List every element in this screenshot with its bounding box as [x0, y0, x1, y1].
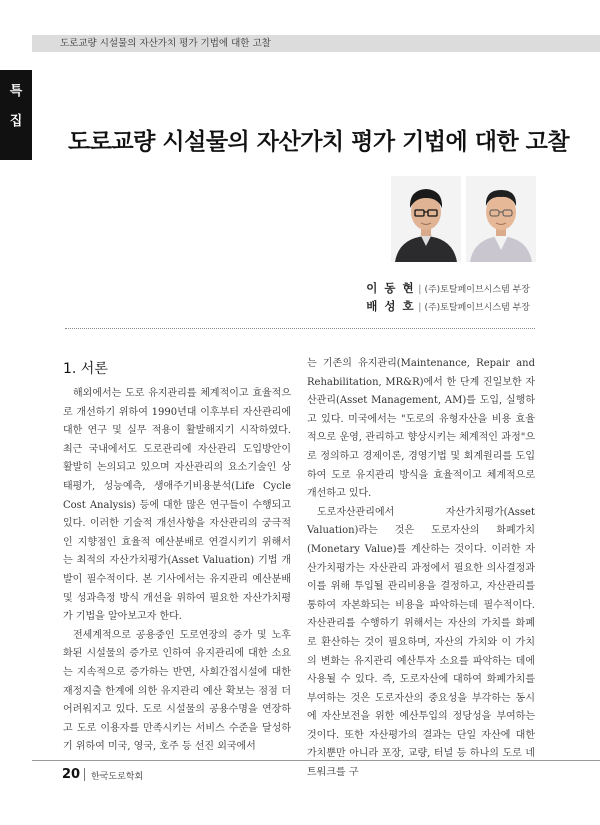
page-number: 20 [62, 767, 81, 782]
running-header-title: 도로교량 시설물의 자산가치 평가 기법에 대한 고찰 [60, 38, 271, 49]
author-name: 이 동 현 [366, 281, 416, 295]
section-heading: 1. 서론 [63, 361, 108, 377]
body-paragraph: 전세계적으로 공용중인 도로연장의 증가 및 노후화된 시설물의 증가로 인하여 유지관리에 대한 소요는 지속적으로 증가하는 반면, 사회간접시설에 대한 재정지출 한계에 의한 유지관리 예산 확보는 점점 더 어려워지고 있다. 도로 시설물의 공용수명을 연장하고 도로 이용자를 만족시키는 서비스 수준을 달성하기 위하여 미국, 영국, 호주 등 선진 외국에서 [63, 629, 291, 753]
body-paragraph: 는 기존의 유지관리(Maintenance, Repair and Rehabilitation, MR&R)에서 한 단계 진일보한 자산관리(Asset Management, AM)를 도입, 실행하고 있다. 미국에서는 "도로의 유형자산을 비용 효율적으로 운영, 관리하고 향상시키는 체계적인 과정"으로 정의하고 경제이론, 경영기법 및 회계원리를 도입하여 도로 유지관리 방식을 효율적이고 체계적으로 개선하고 있다. [307, 358, 535, 500]
author-affiliation: (주)토탈페이브시스템 부장 [424, 285, 530, 295]
author-photo-1 [391, 176, 461, 262]
dotted-divider [65, 328, 535, 329]
article-title: 도로교량 시설물의 자산가치 평가 기법에 대한 고찰 [68, 129, 570, 156]
footer-rule [32, 760, 600, 761]
author-line-2 [230, 295, 530, 314]
footer-separator [84, 768, 85, 781]
body-column-left [63, 385, 291, 757]
side-tab-char-1: 특 [9, 84, 23, 99]
side-tab-char-2: 집 [9, 114, 23, 129]
author-photo-2 [466, 176, 536, 262]
body-column-right [307, 355, 535, 783]
journal-name: 한국도로학회 [91, 772, 144, 782]
author-line-1 [230, 277, 530, 296]
author-name: 배 성 호 [366, 299, 416, 313]
body-paragraph: 도로자산관리에서 자산가치평가(Asset Valuation)라는 것은 도로자산의 화폐가치(Monetary Value)를 계산하는 것이다. 이러한 자산가치평가는 자산관리 과정에서 필요한 의사결정과 이를 위해 투입될 관리비용을 결정하고, 자산관리를 통하여 자본화되는 비용을 파악하는데 필수적이다. 자산관리를 수행하기 위해서는 자산의 가치를 화폐로 환산하는 것이 필요하며, 자산의 가치와 이 가치의 변화는 유지관리 예산투자 소요를 파악하는 데에 사용될 수 있다. 즉, 도로자산에 대하여 화폐가치를 부여하는 것은 도로자산의 중요성을 부각하는 동시에 자산보전을 위한 예산투입의 정당성을 부여하는 것이다. 또한 자산평가의 결과는 단일 자산에 대한 가치뿐만 아니라 포장, 교량, 터널 등 하나의 도로 네트워크를 구 [307, 506, 535, 779]
author-separator: | [418, 284, 422, 295]
author-separator: | [418, 302, 422, 313]
author-affiliation: (주)토탈페이브시스템 부장 [424, 303, 530, 313]
section-side-tab [0, 70, 32, 160]
body-paragraph: 해외에서는 도로 유지관리를 체계적이고 효율적으로 개선하기 위하여 1990년대 이후부터 자산관리에 대한 연구 및 실무 적용이 활발해지기 시작하였다. 최근 국내에서도 도로관리에 자산관리 도입방안이 활발히 논의되고 있으며 자산관리의 요소기술인 상태평가, 성능예측, 생애주기비용분석(Life Cycle Cost Analysis) 등에 대한 많은 연구들이 수행되고 있다. 이러한 기술적 개선사항을 자산관리의 궁극적인 지향점인 효율적 예산분배로 연결시키기 위해서는 최적의 자산가치평가(Asset Valuation) 기법 개발이 필수적이다. 본 기사에서는 유지관리 예산분배 및 성과측정 방식 개선을 위하여 필요한 자산가치평가 기법을 알아보고자 한다. [63, 388, 291, 623]
